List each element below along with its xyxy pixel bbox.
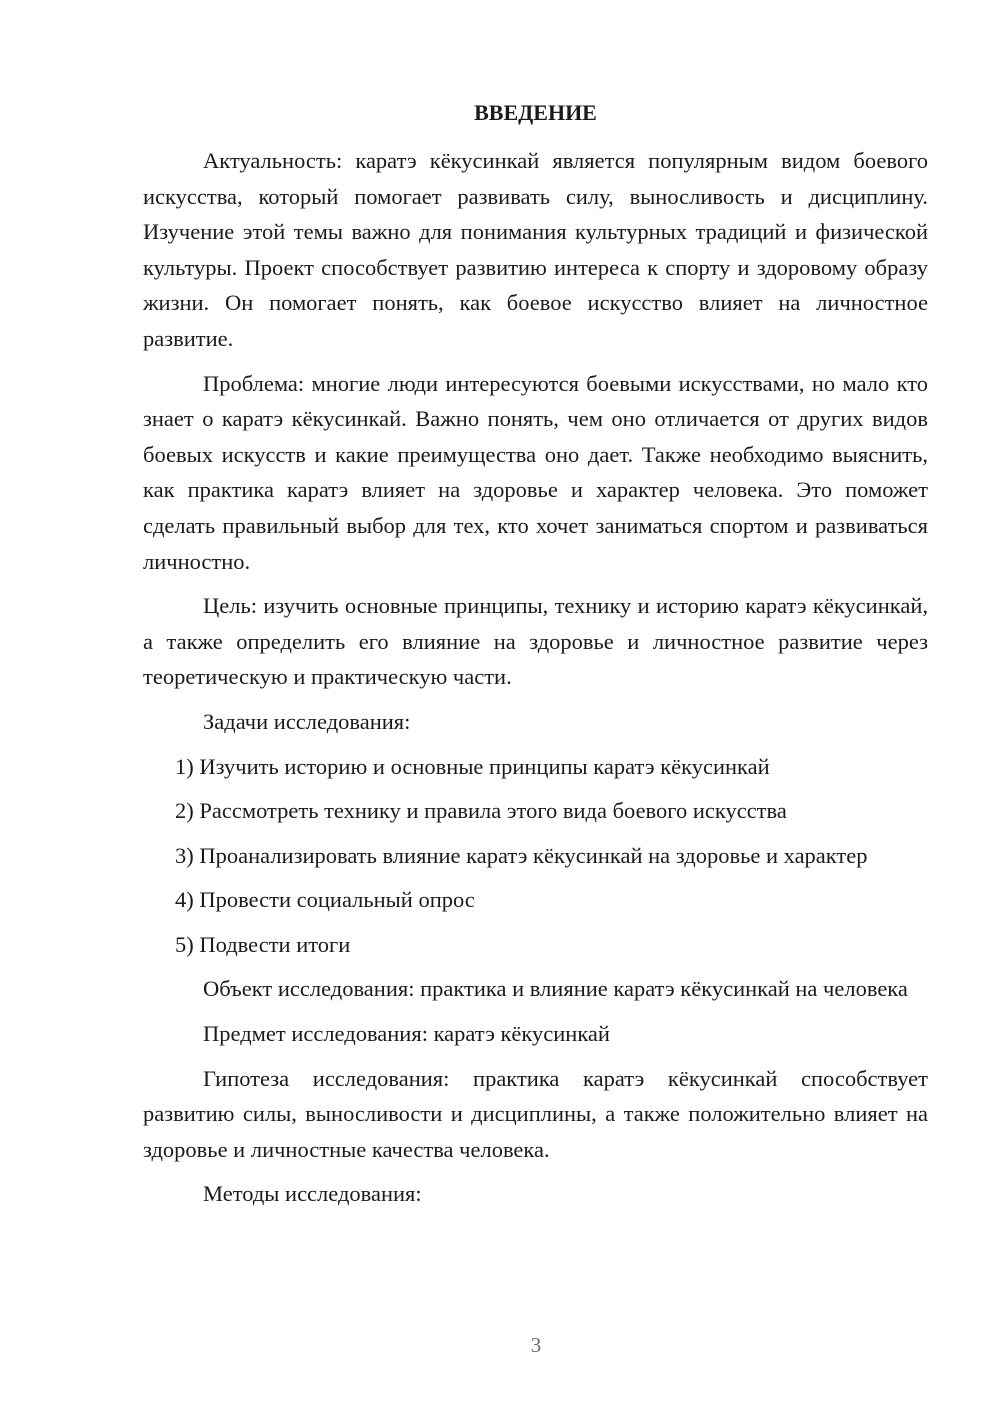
goal-paragraph: Цель: изучить основные принципы, технику и историю каратэ кёкусинкай, а также определить его влияние на здоровье и личностное развитие через теоретическую и практическую части.	[143, 593, 928, 690]
hypothesis-paragraph: Гипотеза исследования: практика каратэ кёкусинкай способствует развитию силы, выносливости и дисциплины, а также положительно влияет на здоровье и личностные качества человека.	[143, 1065, 928, 1162]
document-title: ВВЕДЕНИЕ	[474, 100, 597, 125]
subject-paragraph: Предмет исследования: каратэ кёкусинкай	[203, 1021, 610, 1047]
document-page	[143, 95, 928, 1221]
page-number: 3	[530, 1333, 542, 1357]
list-item: 4) Провести социальный опрос	[175, 887, 475, 913]
relevance-paragraph: Актуальность: каратэ кёкусинкай является популярным видом боевого искусства, который помогает развивать силу, выносливость и дисциплину. Изучение этой темы важно для понимания культурных традиций и физической культуры. Проект способствует развитию интереса к спорту и здоровому образу жизни. Он помогает понять, как боевое искусство влияет на личностное развитие.	[143, 148, 928, 351]
object-paragraph: Объект исследования: практика и влияние каратэ кёкусинкай на человека	[203, 976, 908, 1002]
list-item: 1) Изучить историю и основные принципы каратэ кёкусинкай	[175, 753, 770, 779]
tasks-heading: Задачи исследования:	[203, 708, 411, 734]
list-item: 2) Рассмотреть технику и правила этого вида боевого искусства	[175, 798, 787, 824]
methods-heading: Методы исследования:	[203, 1181, 422, 1207]
problem-paragraph: Проблема: многие люди интересуются боевыми искусствами, но мало кто знает о каратэ кёкусинкай. Важно понять, чем оно отличается от других видов боевых искусств и какие преимущества оно дает. Также необходимо выяснить, как практика каратэ влияет на здоровье и характер человека. Это поможет сделать правильный выбор для тех, кто хочет заниматься спортом и развиваться личностно.	[143, 370, 928, 574]
tasks-list	[143, 749, 928, 963]
list-item: 5) Подвести итоги	[175, 931, 351, 957]
list-item: 3) Проанализировать влияние каратэ кёкусинкай на здоровье и характер	[175, 842, 868, 868]
